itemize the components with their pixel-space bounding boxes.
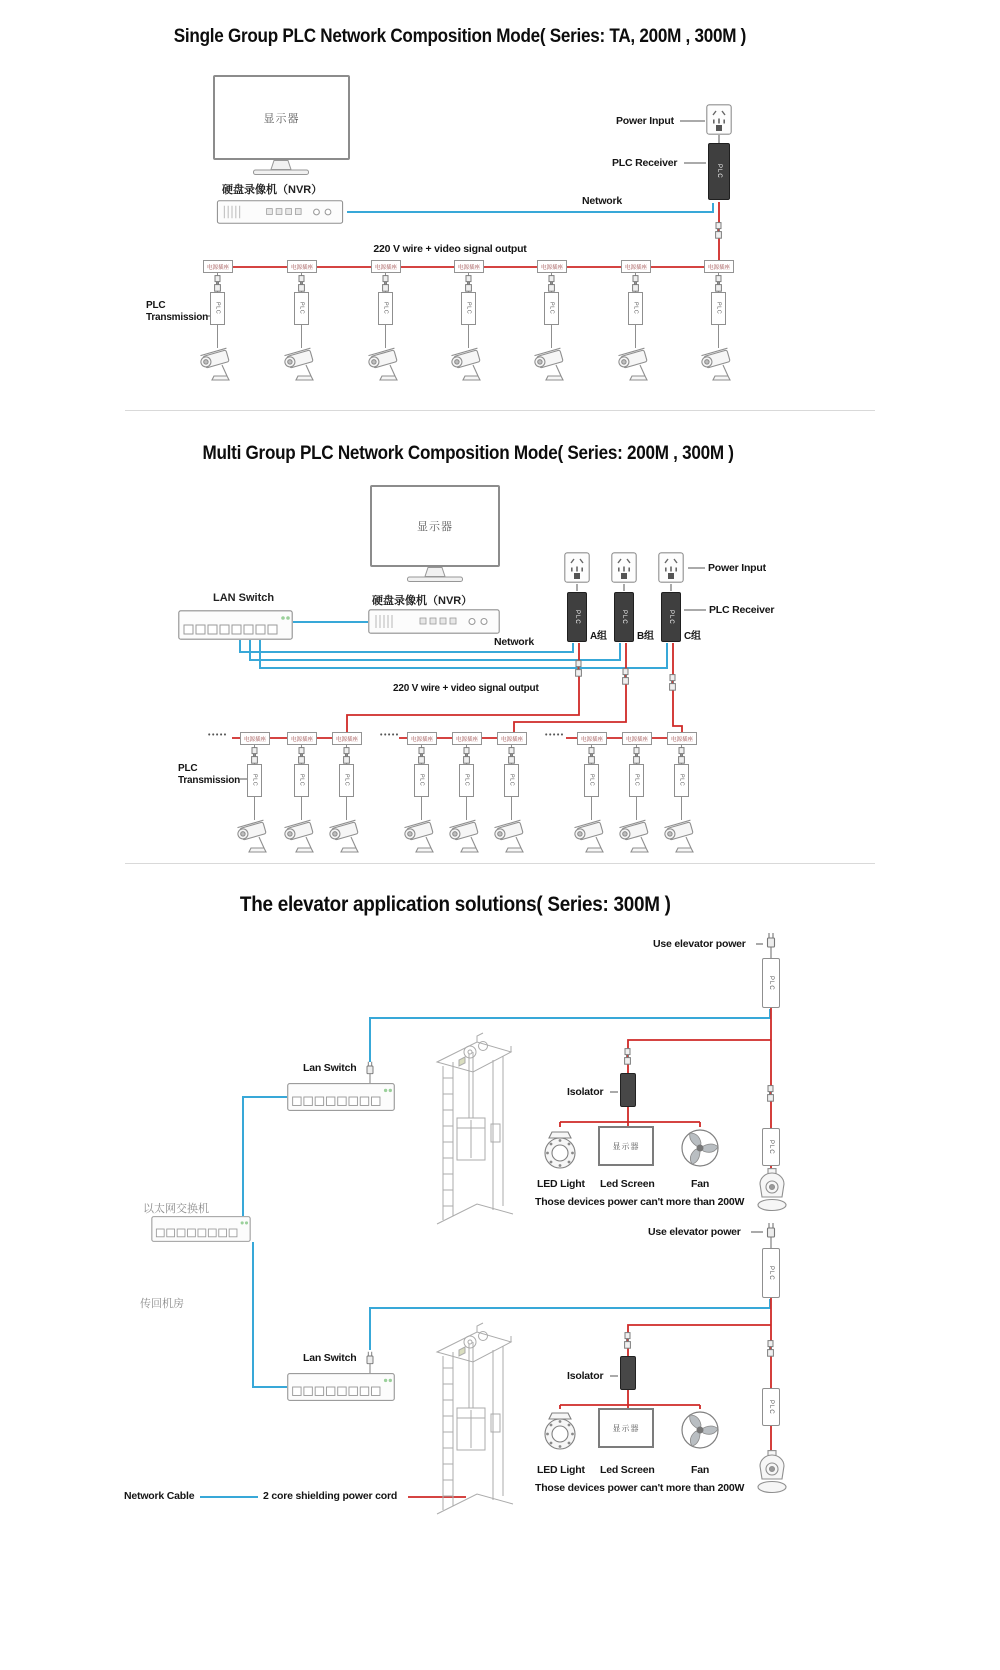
lan-switch-label: Lan Switch: [303, 1352, 357, 1364]
led-screen-text: 显示器: [612, 1423, 640, 1433]
section-divider: [125, 863, 875, 864]
section2-title-text: Multi Group PLC Network Composition Mode( Series: 200M , 300M ): [202, 443, 734, 464]
led-light-label: LED Light: [537, 1178, 585, 1190]
plc-transmitter: [339, 764, 354, 797]
isolator-device: [620, 1356, 636, 1390]
socket-label: 电源插座: [455, 737, 479, 743]
plug-connector-icon: [713, 275, 724, 292]
section3-title: [0, 893, 910, 917]
power-outlet-icon: [658, 552, 684, 583]
plc-transmitter: [210, 292, 225, 325]
ethernet-switch-label: 以太网交换机: [143, 1203, 209, 1215]
plug-connector-icon: [249, 747, 260, 764]
lan-switch-device: [178, 610, 293, 640]
use-elevator-power-label: Use elevator power: [648, 1226, 741, 1238]
power-outlet-icon: [706, 104, 732, 135]
bullet-camera-icon: [534, 346, 570, 382]
plc-label: PLC: [343, 774, 350, 787]
power-socket-module: [454, 260, 484, 273]
elevator-plc-device: [762, 958, 780, 1008]
fan-icon: [678, 1126, 722, 1170]
continuation-dots: •••••: [545, 732, 565, 739]
plc-transmission-line1: PLC: [146, 300, 166, 311]
plc-label: PLC: [768, 975, 774, 991]
plc-receiver-label: PLC Receiver: [612, 157, 678, 169]
plc-label: PLC: [465, 302, 472, 315]
plug-connector-icon: [620, 668, 631, 685]
lan-switch-label: Lan Switch: [303, 1062, 357, 1074]
socket-label: 电源插座: [206, 265, 230, 271]
plug-connector-icon: [713, 222, 724, 239]
section2-title: [0, 443, 936, 465]
power-socket-module: [537, 260, 567, 273]
power-input-label: Power Input: [708, 562, 766, 574]
plc-transmitter: [459, 764, 474, 797]
power-socket-module: [452, 732, 482, 745]
switch-antenna-icon: [364, 1060, 376, 1084]
plc-label: PLC: [251, 774, 258, 787]
isolator-label: Isolator: [567, 1086, 604, 1098]
fan-label: Fan: [691, 1464, 710, 1476]
network-label: Network: [582, 195, 623, 207]
camera-chain-unit: [619, 732, 655, 856]
plc-label: PLC: [463, 774, 470, 787]
nvr-device: [368, 609, 500, 634]
plug-connector-icon: [622, 1048, 633, 1065]
led-light-icon: [539, 1408, 581, 1452]
bullet-camera-icon: [619, 818, 655, 854]
network-label: Network: [494, 636, 535, 648]
plug-connector-icon: [506, 747, 517, 764]
group-c-label: C组: [684, 631, 701, 642]
plug-connector-icon: [296, 275, 307, 292]
led-light-label: LED Light: [537, 1464, 585, 1476]
plc-label: PLC: [298, 302, 305, 315]
legend-power-label: 2 core shielding power cord: [263, 1490, 398, 1502]
fan-icon: [678, 1408, 722, 1452]
bullet-camera-icon: [284, 818, 320, 854]
plug-connector-icon: [631, 747, 642, 764]
legend-network-label: Network Cable: [124, 1490, 195, 1502]
power-socket-module: [407, 732, 437, 745]
power-socket-module: [287, 260, 317, 273]
bullet-camera-icon: [329, 818, 365, 854]
dome-camera-icon: [753, 1450, 791, 1494]
power-socket-module: [667, 732, 697, 745]
ethernet-switch-device: [145, 1216, 257, 1242]
section1-title: [0, 26, 920, 48]
bullet-camera-icon: [664, 818, 700, 854]
power-socket-module: [371, 260, 401, 273]
power-note: Those devices power can't more than 200W: [535, 1196, 745, 1208]
power-socket-module: [577, 732, 607, 745]
isolator-device: [620, 1073, 636, 1107]
power-socket-module: [240, 732, 270, 745]
camera-chain-unit: [368, 260, 404, 384]
monitor: [213, 75, 350, 160]
plc-label: PLC: [633, 774, 640, 787]
socket-label: 电源插座: [540, 265, 564, 271]
bullet-camera-icon: [449, 818, 485, 854]
monitor-label: 显示器: [263, 112, 300, 125]
plc-transmitter: [461, 292, 476, 325]
camera-chain-unit: [534, 260, 570, 384]
plc-label: PLC: [768, 1139, 774, 1155]
camera-chain-unit: [284, 732, 320, 856]
plug-connector-icon: [296, 747, 307, 764]
plc-transmitter: [294, 292, 309, 325]
power-socket-module: [622, 732, 652, 745]
power-socket-module: [203, 260, 233, 273]
nvr-label: 硬盘录像机（NVR）: [222, 184, 323, 196]
plc-transmission-line2: Transmission: [178, 775, 241, 786]
bullet-camera-icon: [237, 818, 273, 854]
power-tap-connector-icon: [764, 1222, 778, 1248]
led-screen-label: Led Screen: [600, 1464, 655, 1476]
plc-transmitter: [378, 292, 393, 325]
camera-chain-unit: [574, 732, 610, 856]
camera-chain-unit: [284, 260, 320, 384]
plc-label: PLC: [214, 302, 221, 315]
plug-connector-icon: [586, 747, 597, 764]
plc-transmitter: [711, 292, 726, 325]
return-to-room-label: 传回机房: [140, 1298, 184, 1310]
bullet-camera-icon: [200, 346, 236, 382]
wire-output-label: 220 V wire + video signal output: [393, 683, 539, 694]
lan-switch-device: [287, 1372, 395, 1402]
plug-connector-icon: [630, 275, 641, 292]
led-screen-label: Led Screen: [600, 1178, 655, 1190]
monitor-label: 显示器: [417, 521, 453, 533]
plc-transmitter: [294, 764, 309, 797]
monitor-stand: [407, 567, 463, 583]
plc-receiver-device: [708, 143, 730, 200]
power-socket-module: [332, 732, 362, 745]
nvr-device: [215, 200, 345, 224]
socket-label: 电源插座: [243, 737, 267, 743]
camera-chain-unit: [618, 260, 654, 384]
section-divider: [125, 410, 875, 411]
dome-camera-icon: [753, 1168, 791, 1212]
plc-label: PLC: [678, 774, 685, 787]
led-screen-device: [598, 1408, 654, 1448]
plug-connector-icon: [546, 275, 557, 292]
monitor: [370, 485, 500, 567]
wire-output-label: 220 V wire + video signal output: [373, 243, 527, 255]
camera-chain-unit: [237, 732, 273, 856]
bullet-camera-icon: [574, 818, 610, 854]
camera-chain-unit: [494, 732, 530, 856]
socket-label: 电源插座: [670, 737, 694, 743]
plug-connector-icon: [416, 747, 427, 764]
bullet-camera-icon: [701, 346, 737, 382]
plug-connector-icon: [765, 1085, 776, 1102]
monitor-stand: [253, 160, 309, 176]
lan-switch-device: [287, 1082, 395, 1112]
plug-connector-icon: [461, 747, 472, 764]
socket-label: 电源插座: [457, 265, 481, 271]
camera-chain-unit: [451, 260, 487, 384]
plc-transmission-line1: PLC: [178, 763, 198, 774]
plug-connector-icon: [765, 1340, 776, 1357]
plc-transmission-label: [178, 763, 240, 787]
bullet-camera-icon: [494, 818, 530, 854]
socket-label: 电源插座: [625, 737, 649, 743]
camera-chain-unit: [329, 732, 365, 856]
plc-transmitter: [628, 292, 643, 325]
socket-label: 电源插座: [624, 265, 648, 271]
plc-transmission-line2: Transmission: [146, 312, 209, 323]
power-outlet-icon: [564, 552, 590, 583]
plc-transmission-label: [146, 300, 208, 324]
section3-title-text: The elevator application solutions( Series: 300M ): [239, 893, 671, 916]
plug-connector-icon: [463, 275, 474, 292]
camera-plc-device: [762, 1388, 780, 1426]
elevator-plc-device: [762, 1248, 780, 1298]
nvr-label: 硬盘录像机（NVR）: [372, 595, 473, 607]
plc-label: PLC: [382, 302, 389, 315]
plug-connector-icon: [212, 275, 223, 292]
use-elevator-power-label: Use elevator power: [653, 938, 746, 950]
plug-connector-icon: [622, 1332, 633, 1349]
plug-connector-icon: [573, 660, 584, 677]
plc-label: PLC: [715, 302, 722, 315]
camera-chain-unit: [200, 260, 236, 384]
elevator-shaft-illustration: [423, 1028, 523, 1228]
plc-receiver-text: PLC: [716, 164, 722, 179]
plc-label: PLC: [632, 302, 639, 315]
socket-label: 电源插座: [290, 737, 314, 743]
camera-chain-unit: [449, 732, 485, 856]
camera-plc-device: [762, 1128, 780, 1166]
plc-transmitter: [584, 764, 599, 797]
socket-label: 电源插座: [707, 265, 731, 271]
fan-label: Fan: [691, 1178, 710, 1190]
plc-label: PLC: [298, 774, 305, 787]
plc-label: PLC: [768, 1399, 774, 1415]
bullet-camera-icon: [451, 346, 487, 382]
plc-receiver-text: PLC: [621, 609, 627, 625]
elevator-shaft-illustration: [423, 1318, 523, 1518]
socket-label: 电源插座: [374, 265, 398, 271]
camera-chain-unit: [701, 260, 737, 384]
plc-label: PLC: [548, 302, 555, 315]
plc-receiver-device-b: [614, 592, 634, 642]
power-tap-connector-icon: [764, 932, 778, 958]
plc-receiver-text: PLC: [668, 609, 674, 625]
plc-label: PLC: [588, 774, 595, 787]
plc-transmitter: [674, 764, 689, 797]
bullet-camera-icon: [618, 346, 654, 382]
led-screen-text: 显示器: [612, 1141, 640, 1151]
plc-receiver-text: PLC: [574, 609, 580, 625]
switch-antenna-icon: [364, 1350, 376, 1374]
led-screen-device: [598, 1126, 654, 1166]
camera-chain-unit: [404, 732, 440, 856]
plc-transmitter: [247, 764, 262, 797]
plug-connector-icon: [667, 674, 678, 691]
continuation-dots: •••••: [380, 732, 400, 739]
plc-transmitter: [629, 764, 644, 797]
plc-label: PLC: [768, 1265, 774, 1281]
power-socket-module: [621, 260, 651, 273]
bullet-camera-icon: [404, 818, 440, 854]
power-input-label: Power Input: [616, 115, 674, 127]
plc-transmitter: [414, 764, 429, 797]
socket-label: 电源插座: [580, 737, 604, 743]
power-outlet-icon: [611, 552, 637, 583]
section1-title-text: Single Group PLC Network Composition Mode( Series: TA, 200M , 300M ): [173, 26, 747, 47]
camera-chain-unit: [664, 732, 700, 856]
plc-label: PLC: [508, 774, 515, 787]
plc-receiver-label: PLC Receiver: [709, 604, 775, 616]
power-socket-module: [287, 732, 317, 745]
led-light-icon: [539, 1127, 581, 1171]
isolator-label: Isolator: [567, 1370, 604, 1382]
lan-switch-label: LAN Switch: [213, 592, 275, 604]
group-a-label: A组: [590, 631, 607, 642]
power-socket-module: [497, 732, 527, 745]
socket-label: 电源插座: [410, 737, 434, 743]
plc-label: PLC: [418, 774, 425, 787]
power-socket-module: [704, 260, 734, 273]
plug-connector-icon: [341, 747, 352, 764]
plc-receiver-device-a: [567, 592, 587, 642]
plc-transmitter: [504, 764, 519, 797]
plug-connector-icon: [676, 747, 687, 764]
plug-connector-icon: [380, 275, 391, 292]
group-b-label: B组: [637, 631, 654, 642]
socket-label: 电源插座: [290, 265, 314, 271]
plc-receiver-device-c: [661, 592, 681, 642]
socket-label: 电源插座: [335, 737, 359, 743]
plc-transmitter: [544, 292, 559, 325]
bullet-camera-icon: [284, 346, 320, 382]
bullet-camera-icon: [368, 346, 404, 382]
power-note: Those devices power can't more than 200W: [535, 1482, 745, 1494]
socket-label: 电源插座: [500, 737, 524, 743]
continuation-dots: •••••: [208, 732, 228, 739]
